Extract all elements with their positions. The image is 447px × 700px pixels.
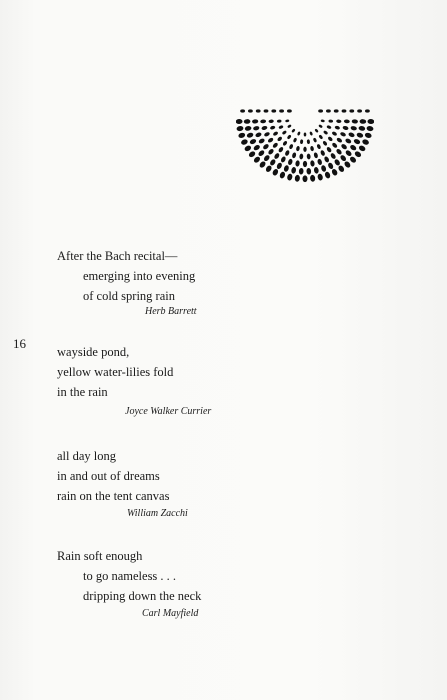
ornament-dot xyxy=(323,156,329,163)
ornament-dot xyxy=(306,168,311,175)
ornament-dot xyxy=(265,165,273,173)
ornament-dot xyxy=(361,138,369,145)
ornament-dot xyxy=(272,131,278,137)
ornament-dot xyxy=(289,144,294,150)
ornament-dot xyxy=(252,119,258,124)
ornament-dot xyxy=(327,162,334,170)
ornament-dot xyxy=(318,109,323,112)
ornament-dot xyxy=(291,128,296,133)
ornament-dot xyxy=(353,138,361,145)
ornament-dot xyxy=(342,109,347,112)
ornament-dot xyxy=(279,171,286,179)
ornament-dot xyxy=(280,156,286,163)
ornament-dot xyxy=(318,134,323,139)
ornament-dot xyxy=(337,165,345,173)
ornament-dot xyxy=(349,144,357,151)
ornament-dot xyxy=(336,119,342,123)
ornament-dot xyxy=(260,119,266,123)
ornament-dot xyxy=(264,109,269,112)
ornament-dot xyxy=(271,109,276,112)
haiku-2 xyxy=(57,342,212,417)
ornament-dot xyxy=(283,165,289,173)
ornament-dot xyxy=(287,173,293,181)
ornament-dot xyxy=(292,152,297,159)
ornament-dot xyxy=(238,132,246,139)
ornament-dot xyxy=(287,124,292,128)
ornament-dot xyxy=(282,130,287,135)
ornament-dot xyxy=(314,128,319,133)
ornament-dot xyxy=(320,165,326,173)
ornament-dot xyxy=(287,134,292,139)
ornament-dot xyxy=(258,160,266,168)
ornament-dot xyxy=(364,132,372,139)
ornament-dot xyxy=(304,133,307,137)
ornament-dot xyxy=(309,131,313,136)
ornament-dot xyxy=(285,119,289,122)
ornament-dot xyxy=(357,109,362,112)
ornament-dot xyxy=(278,125,283,130)
haiku-line: rain on the tent canvas xyxy=(57,489,170,503)
ornament-dot xyxy=(345,149,353,157)
ornament-dot xyxy=(322,140,328,146)
page-number: 16 xyxy=(13,336,26,351)
ornament-dot xyxy=(328,119,333,123)
ornament-dot xyxy=(331,142,338,149)
ornament-dot xyxy=(367,119,374,124)
ornament-dot xyxy=(267,137,274,143)
ornament-dot xyxy=(313,167,319,174)
ornament-dot xyxy=(276,162,283,170)
ornament-dot xyxy=(330,152,337,159)
ornament-dot xyxy=(342,125,349,130)
ornament-dot xyxy=(313,152,318,159)
ornament-dot xyxy=(297,131,301,136)
ornament-dot xyxy=(300,139,304,144)
ornament-dot xyxy=(277,136,283,142)
haiku-line: yellow water-lilies fold xyxy=(57,365,174,379)
ornament-dot xyxy=(303,147,306,152)
ornament-dot xyxy=(273,152,280,159)
ornament-dot xyxy=(366,125,374,131)
ornament-dot xyxy=(313,137,318,142)
ornament-dot xyxy=(287,158,293,165)
ornament-dot xyxy=(307,139,311,144)
ornament-dot xyxy=(244,144,252,152)
haiku-line: in and out of dreams xyxy=(57,469,160,483)
ornament-dot xyxy=(343,160,351,168)
ornament-dot xyxy=(365,109,370,112)
ornament-dot xyxy=(287,109,292,112)
ornament-dot xyxy=(296,146,300,152)
ornament-dot xyxy=(253,144,261,151)
ornament-dot xyxy=(335,148,342,155)
ornament-dot xyxy=(291,167,297,174)
ornament-dot xyxy=(317,173,323,181)
ornament-dot xyxy=(307,153,311,159)
haiku-line: in the rain xyxy=(57,385,108,399)
ornament-dot xyxy=(258,138,265,145)
ornament-dot xyxy=(256,109,261,112)
ornament-dot xyxy=(345,138,352,145)
ornament-dot xyxy=(279,109,284,112)
ornament-dot xyxy=(262,143,269,150)
haiku-line: dripping down the neck xyxy=(83,589,202,603)
haiku-author: Herb Barrett xyxy=(145,306,197,317)
ornament-dot xyxy=(269,158,276,166)
ornament-dot xyxy=(310,175,316,182)
ornament-dot xyxy=(272,142,279,149)
ornament-dot xyxy=(299,168,304,175)
ornament-dot xyxy=(327,136,333,142)
ornament-dot xyxy=(267,148,274,155)
haiku-author: William Zacchi xyxy=(127,508,188,519)
haiku-line: to go nameless . . . xyxy=(83,569,177,583)
ornament-dot xyxy=(336,137,343,143)
ornament-dot xyxy=(310,160,315,167)
ornament-dot xyxy=(344,119,350,123)
ornament-dot xyxy=(339,154,347,162)
ornament-dot xyxy=(236,119,243,124)
haiku-author: Joyce Walker Currier xyxy=(125,406,212,417)
ornament-dot xyxy=(349,156,357,164)
ornament-dot xyxy=(294,175,300,182)
ornament-dot xyxy=(303,161,307,167)
ornament-dot xyxy=(264,131,271,137)
ornament-dot xyxy=(358,126,365,132)
ornament-dot xyxy=(236,125,244,131)
ornament-dot xyxy=(295,160,300,167)
ornament-dot xyxy=(268,119,274,123)
ornament-dot xyxy=(318,124,323,128)
haiku-4 xyxy=(57,546,202,619)
haiku-1 xyxy=(57,246,197,317)
ornament-dot xyxy=(334,125,340,130)
ornament-dot xyxy=(359,119,366,124)
ornament-dot xyxy=(326,146,332,153)
ornament-dot xyxy=(356,132,364,138)
ornament-dot xyxy=(331,131,337,137)
ornament-dot xyxy=(340,143,347,150)
ornament-dot xyxy=(282,140,288,146)
haiku-line: Rain soft enough xyxy=(57,549,143,563)
ornament-dot xyxy=(255,132,262,138)
haiku-3 xyxy=(57,446,188,519)
ornament-dot xyxy=(253,156,261,164)
radiating-dots-fan-icon xyxy=(236,108,374,188)
ornament-dot xyxy=(350,126,357,131)
ornament-dot xyxy=(244,126,251,132)
ornament-dot xyxy=(316,144,321,150)
haiku-author: Carl Mayfield xyxy=(142,608,199,619)
ornament-dot xyxy=(303,175,308,182)
ornament-dot xyxy=(240,138,248,145)
ornament-dot xyxy=(299,153,303,159)
ornament-dot xyxy=(326,125,331,130)
ornament-dot xyxy=(317,158,323,165)
ornament-dot xyxy=(352,119,358,124)
haiku-line: After the Bach recital— xyxy=(57,249,178,263)
ornament-dot xyxy=(249,138,257,145)
ornament-dot xyxy=(323,130,328,135)
ornament-dot xyxy=(261,125,268,130)
ornament-dot xyxy=(248,150,256,158)
ornament-dot xyxy=(240,109,245,112)
ornament-dot xyxy=(248,109,253,112)
ornament-dot xyxy=(263,154,271,162)
ornament-dot xyxy=(244,119,251,124)
ornament-dot xyxy=(358,144,366,152)
ornament-dot xyxy=(324,171,331,179)
ornament-dot xyxy=(293,137,298,142)
haiku-line: all day long xyxy=(57,449,117,463)
ornament-dot xyxy=(320,150,326,157)
ornament-dot xyxy=(253,126,260,131)
haiku-line: wayside pond, xyxy=(57,345,130,359)
ornament-dot xyxy=(321,119,325,122)
ornament-dot xyxy=(310,146,314,152)
ornament-dot xyxy=(349,109,354,112)
ornament-dot xyxy=(272,168,280,176)
ornament-dot xyxy=(284,150,290,157)
ornament-dot xyxy=(257,149,265,157)
ornament-dot xyxy=(270,125,276,130)
ornament-dot xyxy=(340,131,347,137)
ornament-dot xyxy=(334,109,339,112)
haiku-line: of cold spring rain xyxy=(83,289,175,303)
ornament-dot xyxy=(333,158,340,166)
ornament-dot xyxy=(246,132,254,138)
ornament-dot xyxy=(278,146,284,153)
ornament-dot xyxy=(354,150,362,158)
haiku-line: emerging into evening xyxy=(83,269,196,283)
ornament-dot xyxy=(326,109,331,112)
ornament-dot xyxy=(348,132,355,138)
ornament-dot xyxy=(331,168,339,176)
ornament-dot xyxy=(277,119,282,123)
